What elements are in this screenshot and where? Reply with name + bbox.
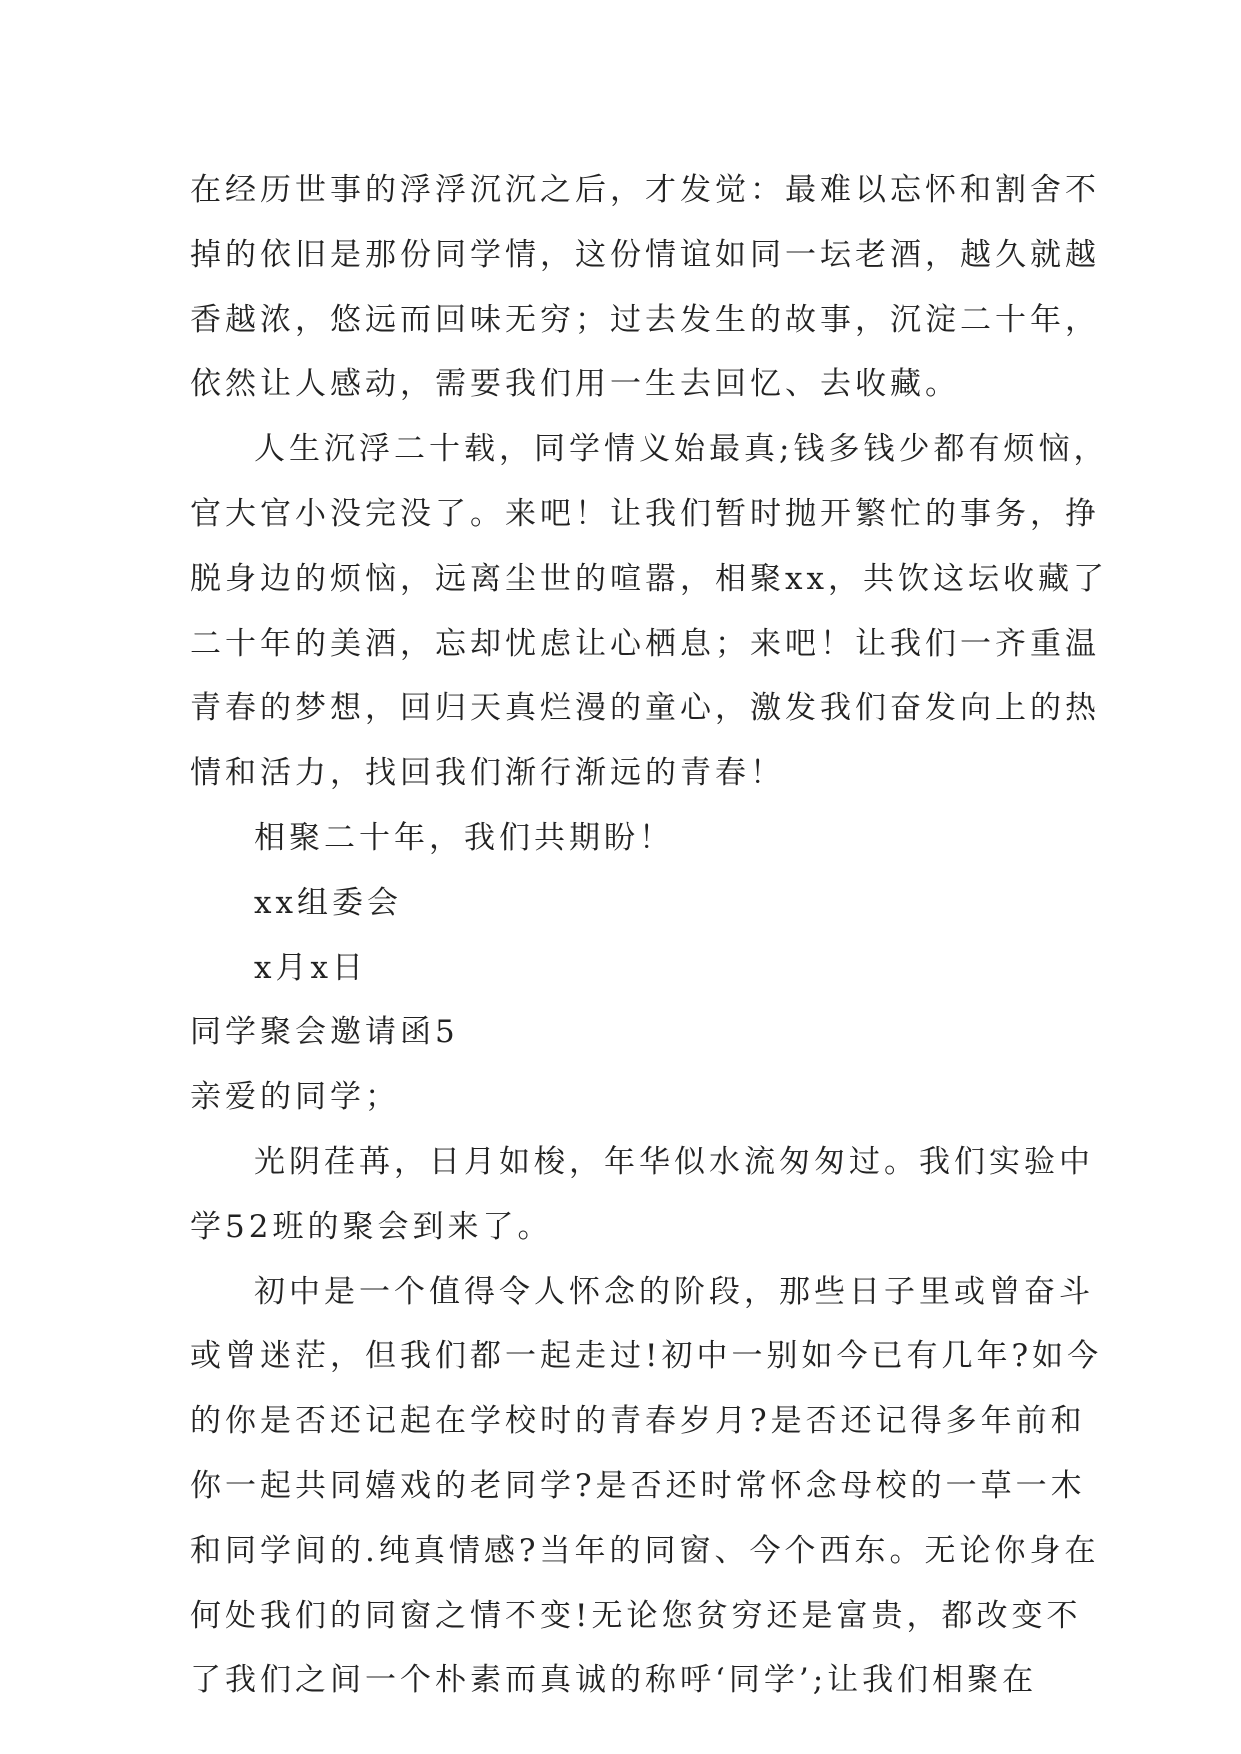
text-line: 和同学间的.纯真情感?当年的同窗、今个西东。无论你身在: [190, 1532, 1100, 1569]
text-line: 何处我们的同窗之情不变!无论您贫穷还是富贵，都改变不: [190, 1597, 1082, 1634]
text-line: 你一起共同嬉戏的老同学?是否还时常怀念母校的一草一木: [190, 1467, 1086, 1504]
text-line: 光阴荏苒，日月如梭，年华似水流匆匆过。我们实验中: [254, 1143, 1094, 1180]
signature-date: x月x日: [254, 949, 367, 986]
text-line: 人生沉浮二十载，同学情义始最真;钱多钱少都有烦恼，: [254, 431, 1109, 468]
text-line: 学52班的聚会到来了。: [190, 1208, 553, 1245]
signature-committee: xx组委会: [254, 884, 402, 921]
text-line: 了我们之间一个朴素而真诚的称呼‘同学’;让我们相聚在: [190, 1662, 1038, 1699]
text-line: 香越浓，悠远而回味无穷；过去发生的故事，沉淀二十年，: [190, 301, 1100, 338]
section-title: 同学聚会邀请函5: [190, 1014, 459, 1051]
text-line: 在经历世事的浮浮沉沉之后，才发觉：最难以忘怀和割舍不: [190, 172, 1100, 208]
text-line: 官大官小没完没了。来吧！让我们暂时抛开繁忙的事务，挣: [190, 495, 1100, 532]
salutation: 亲爱的同学；: [190, 1079, 400, 1116]
text-line: 初中是一个值得令人怀念的阶段，那些日子里或曾奋斗: [254, 1273, 1094, 1310]
text-line: 的你是否还记起在学校时的青春岁月?是否还记得多年前和: [190, 1403, 1086, 1440]
text-line: 依然让人感动，需要我们用一生去回忆、去收藏。: [190, 366, 960, 403]
text-line: 二十年的美酒，忘却忧虑让心栖息；来吧！让我们一齐重温: [190, 625, 1100, 662]
text-line: 情和活力，找回我们渐行渐远的青春！: [190, 755, 785, 792]
document-body: [190, 158, 1109, 1713]
text-line: 脱身边的烦恼，远离尘世的喧嚣，相聚xx，共饮这坛收藏了: [190, 560, 1108, 597]
text-line: 掉的依旧是那份同学情，这份情谊如同一坛老酒，越久就越: [190, 236, 1100, 273]
text-line: 青春的梦想，回归天真烂漫的童心，激发我们奋发向上的热: [190, 690, 1100, 727]
closing-line: 相聚二十年，我们共期盼！: [254, 819, 674, 856]
text-line: 或曾迷茫，但我们都一起走过!初中一别如今已有几年?如今: [190, 1338, 1103, 1375]
